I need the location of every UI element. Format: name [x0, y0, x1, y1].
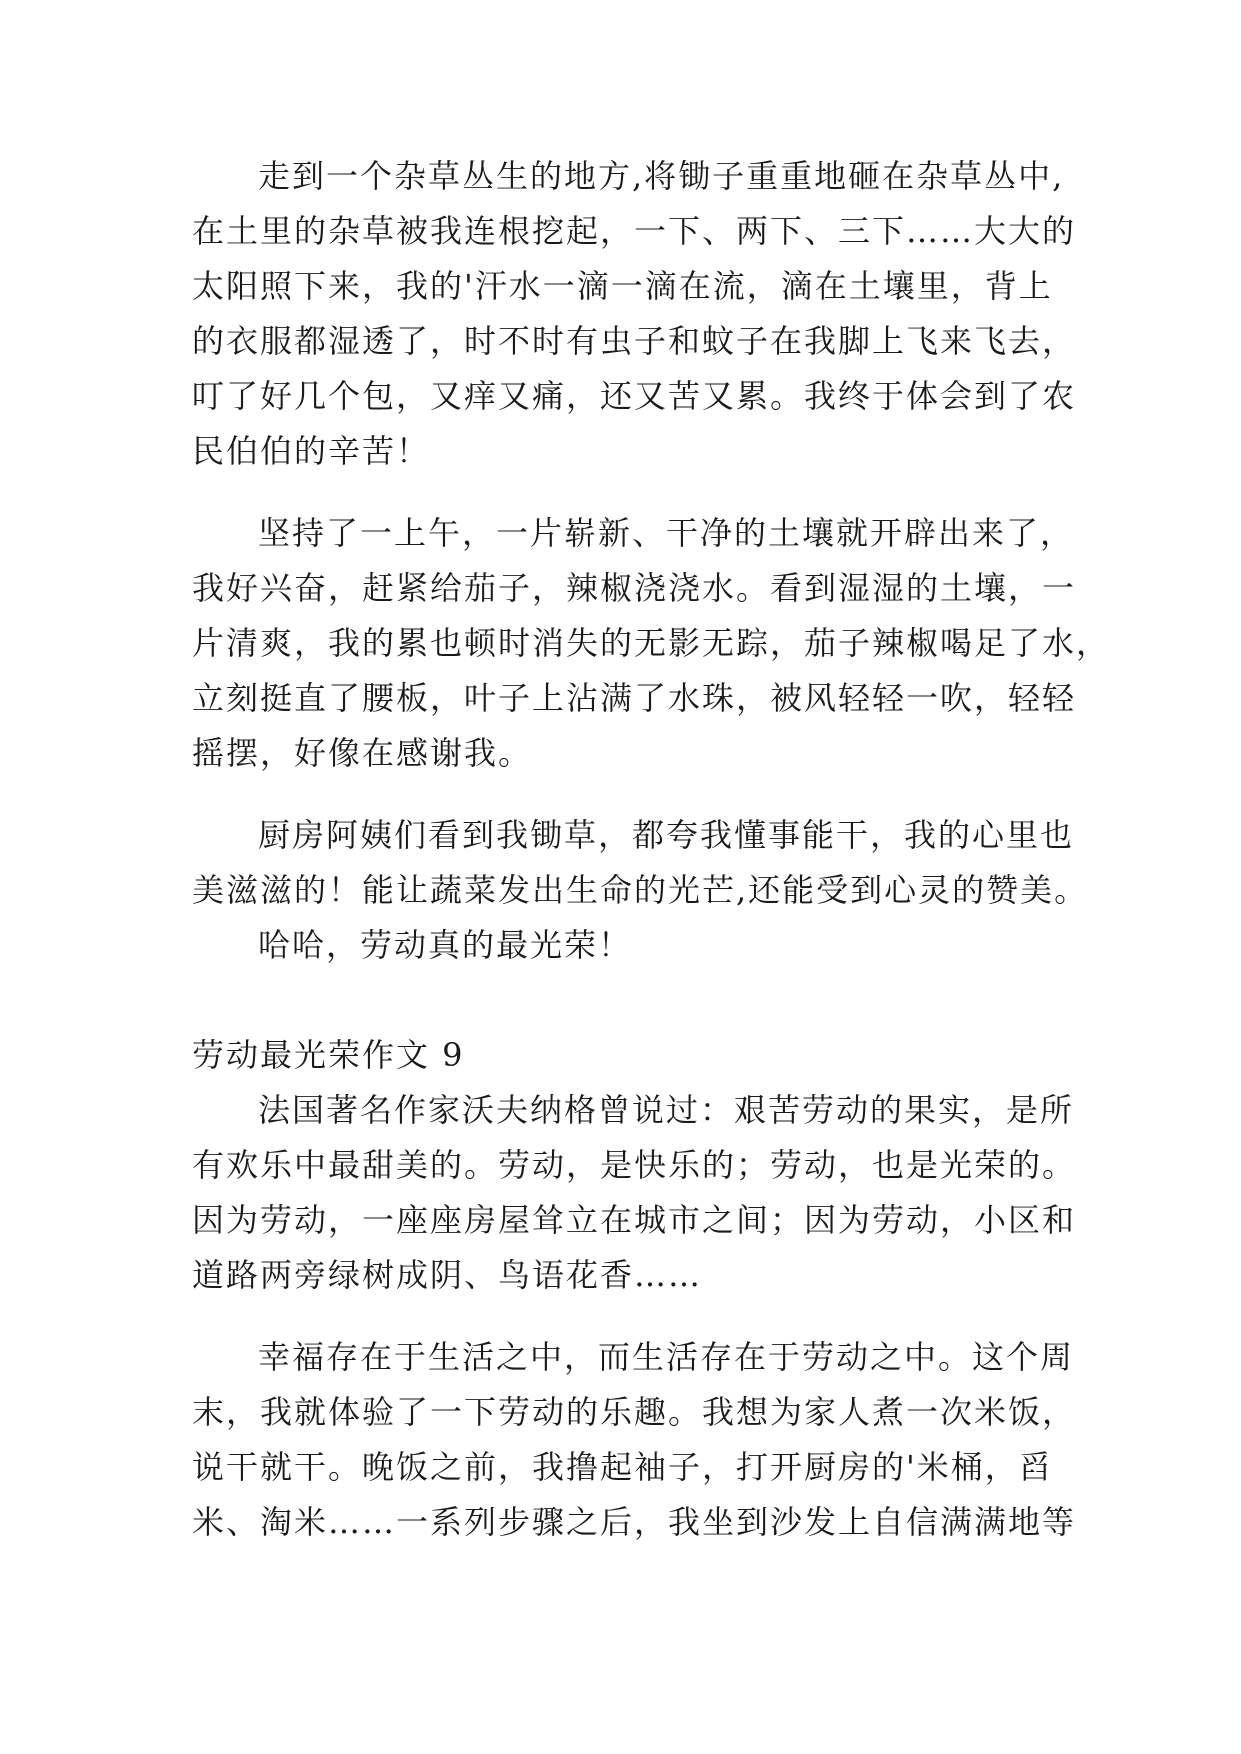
paragraph-line: 厨房阿姨们看到我锄草，都夸我懂事能干，我的心里也	[258, 816, 1075, 854]
paragraph-line: 的衣服都湿透了，时不时有虫子和蚊子在我脚上飞来飞去，	[192, 322, 1077, 360]
paragraph-line: 哈哈，劳动真的最光荣！	[258, 926, 633, 964]
paragraph-line: 立刻挺直了腰板，叶子上沾满了水珠，被风轻轻一吹，轻轻	[192, 679, 1077, 717]
paragraph-line: 道路两旁绿树成阴、鸟语花香……	[192, 1256, 703, 1294]
paragraph-line: 民伯伯的辛苦！	[192, 432, 431, 470]
paragraph-line: 走到一个杂草丛生的地方,将锄子重重地砸在杂草丛中,	[258, 157, 1065, 195]
paragraph-line: 有欢乐中最甜美的。劳动，是快乐的；劳动，也是光荣的。	[192, 1146, 1077, 1184]
paragraph-line: 摇摆，好像在感谢我。	[192, 734, 533, 772]
paragraph-line: 末，我就体验了一下劳动的乐趣。我想为家人煮一次米饭，	[192, 1393, 1077, 1431]
paragraph-line: 叮了好几个包，又痒又痛，还又苦又累。我终于体会到了农	[192, 377, 1077, 415]
paragraph-line: 在土里的杂草被我连根挖起，一下、两下、三下……大大的	[192, 212, 1077, 250]
paragraph-line: 坚持了一上午，一片崭新、干净的土壤就开辟出来了，	[258, 514, 1075, 552]
section-heading: 劳动最光荣作文 9	[192, 1036, 465, 1074]
paragraph-line: 片清爽，我的累也顿时消失的无影无踪，茄子辣椒喝足了水，	[192, 624, 1111, 662]
paragraph-line: 幸福存在于生活之中，而生活存在于劳动之中。这个周	[258, 1338, 1075, 1376]
paragraph-line: 法国著名作家沃夫纳格曾说过：艰苦劳动的果实，是所	[258, 1091, 1075, 1129]
paragraph-line: 美滋滋的！能让蔬菜发出生命的光芒,还能受到心灵的赞美。	[192, 871, 1089, 909]
paragraph-line: 米、淘米……一系列步骤之后，我坐到沙发上自信满满地等	[192, 1503, 1077, 1541]
paragraph-line: 太阳照下来，我的'汗水一滴一滴在流，滴在土壤里，背上	[192, 267, 1053, 305]
paragraph-line: 说干就干。晚饭之前，我撸起袖子，打开厨房的'米桶，舀	[192, 1448, 1053, 1486]
paragraph-line: 我好兴奋，赶紧给茄子，辣椒浇浇水。看到湿湿的土壤，一	[192, 569, 1077, 607]
paragraph-line: 因为劳动，一座座房屋耸立在城市之间；因为劳动，小区和	[192, 1201, 1077, 1239]
